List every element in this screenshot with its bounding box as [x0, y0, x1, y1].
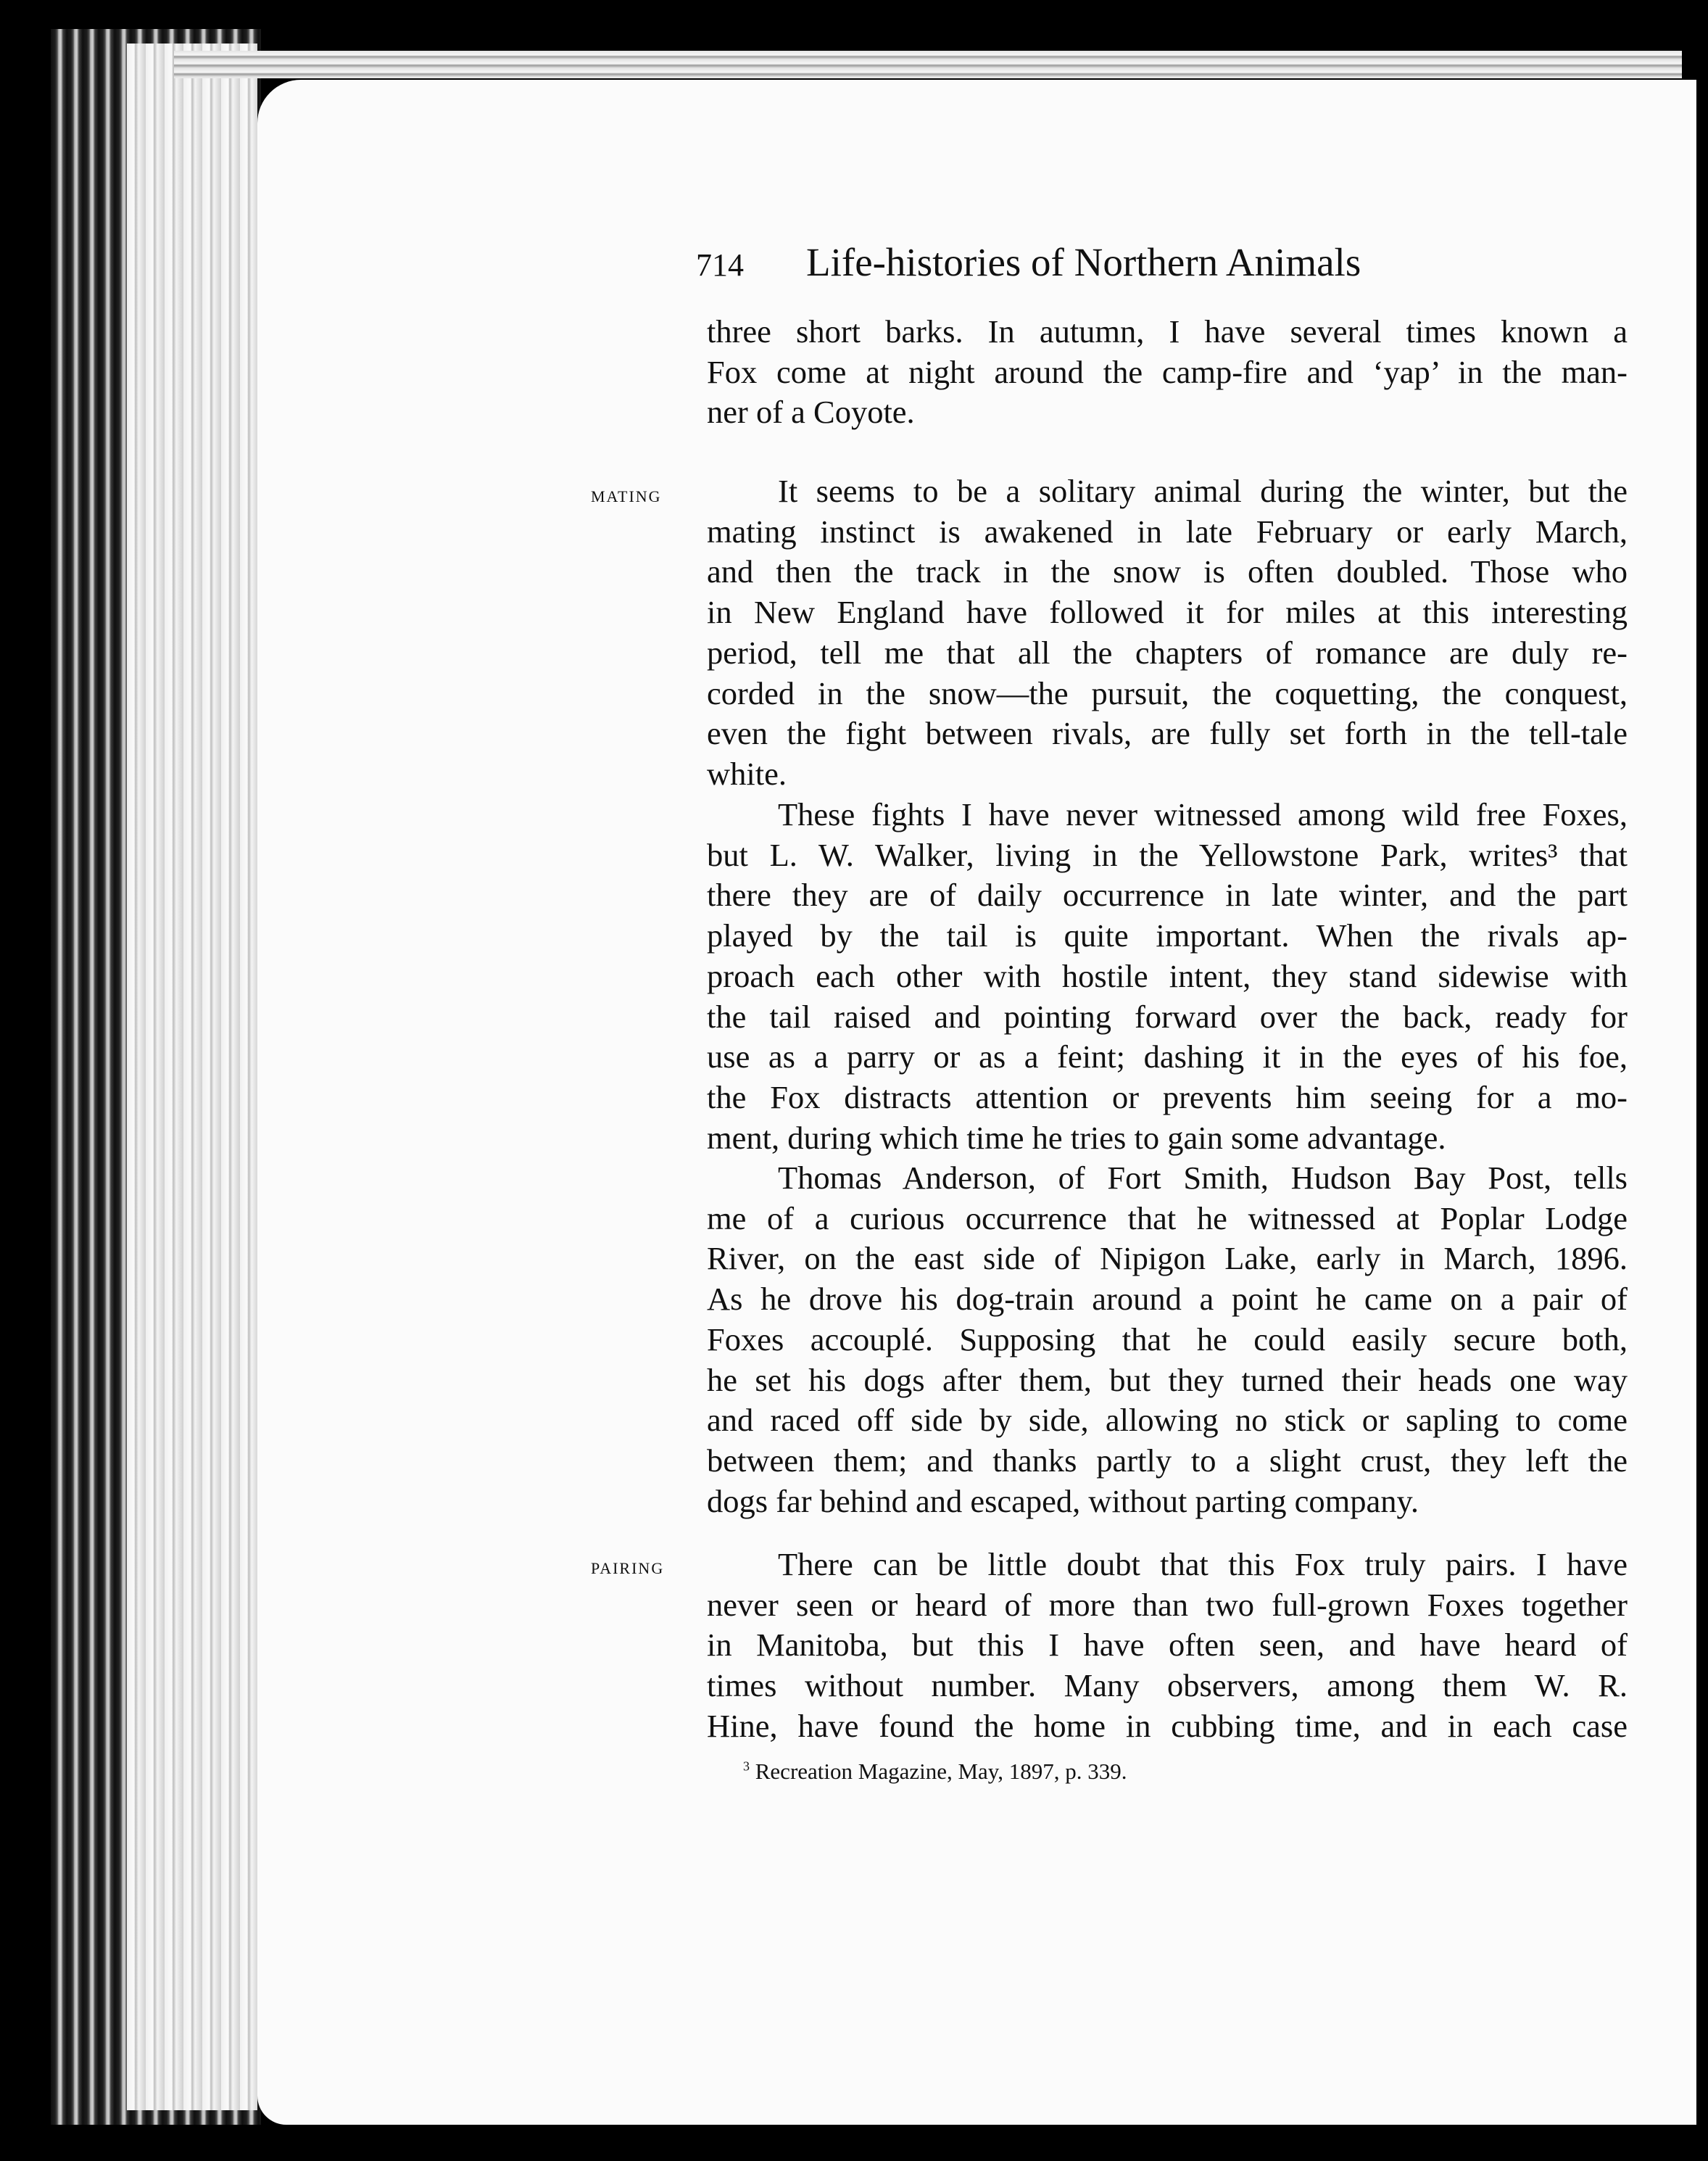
text-line: but L. W. Walker, living in the Yellowstone Park, writes³ that — [707, 836, 1628, 873]
page-top-edges — [174, 51, 1682, 78]
text-line: the Fox distracts attention or prevents him seeing for a mo- — [707, 1078, 1628, 1115]
text-line: played by the tail is quite important. When the rivals ap- — [707, 917, 1628, 954]
text-line: white. — [707, 755, 787, 792]
text-line: and then the track in the snow is often doubled. Those who — [707, 553, 1628, 590]
paragraph-5 — [707, 1545, 1628, 1747]
page-stack-edges — [127, 44, 257, 2110]
page-number: 714 — [696, 247, 744, 283]
text-line: there they are of daily occurrence in late winter, and the part — [707, 877, 1628, 914]
text-line: three short barks. In autumn, I have several times known a — [707, 313, 1628, 350]
text-line: River, on the east side of Nipigon Lake, early in March, 1896. — [707, 1240, 1628, 1277]
text-line: dogs far behind and escaped, without parting company. — [707, 1482, 1419, 1519]
text-line: ner of a Coyote. — [707, 394, 915, 431]
sidenote-pairing: PAIRING — [591, 1559, 665, 1577]
footnote-marker: 3 — [743, 1759, 750, 1774]
text-line: he set his dogs after them, but they turned their heads one way — [707, 1361, 1628, 1398]
text-line: between them; and thanks partly to a slight crust, they left the — [707, 1442, 1628, 1479]
text-line: It seems to be a solitary animal during the winter, but the — [778, 473, 1628, 509]
text-line: times without number. Many observers, among them W. R. — [707, 1667, 1628, 1704]
running-title: Life-histories of Northern Animals — [806, 240, 1361, 284]
paragraph-1 — [707, 312, 1628, 433]
text-line: As he drove his dog-train around a point he came on a pair of — [707, 1281, 1628, 1318]
paragraph-3 — [707, 795, 1628, 1158]
text-line: and raced off side by side, allowing no stick or sapling to come — [707, 1402, 1628, 1439]
text-line: ment, during which time he tries to gain some advantage. — [707, 1119, 1446, 1156]
text-line: in Manitoba, but this I have often seen, and have heard of — [707, 1627, 1628, 1664]
text-line: proach each other with hostile intent, they stand sidewise with — [707, 957, 1628, 994]
text-line: use as a parry or as a feint; dashing it in the eyes of his foe, — [707, 1038, 1628, 1075]
text-line: There can be little doubt that this Fox truly pairs. I have — [778, 1546, 1628, 1582]
paragraph-2 — [707, 471, 1628, 795]
running-head — [696, 239, 1638, 305]
text-line: period, tell me that all the chapters of romance are duly re- — [707, 634, 1628, 671]
text-line: Foxes accouplé. Supposing that he could easily secure both, — [707, 1321, 1628, 1358]
text-line: the tail raised and pointing forward over the back, ready for — [707, 998, 1628, 1035]
footnote-text: Recreation Magazine, May, 1897, p. 339. — [755, 1759, 1127, 1784]
text-line: in New England have followed it for miles at this interesting — [707, 594, 1628, 631]
footnote — [743, 1759, 1127, 1785]
paragraph-4 — [707, 1158, 1628, 1521]
text-line: even the fight between rivals, are fully set forth in the tell-tale — [707, 715, 1628, 752]
text-line: Hine, have found the home in cubbing time, and in each case — [707, 1707, 1628, 1744]
text-line: These fights I have never witnessed among wild free Foxes, — [778, 796, 1628, 832]
sidenote-mating: MATING — [591, 487, 662, 505]
text-line: Thomas Anderson, of Fort Smith, Hudson Bay Post, tells — [778, 1160, 1628, 1196]
text-line: corded in the snow—the pursuit, the coquetting, the conquest, — [707, 674, 1628, 711]
text-line: me of a curious occurrence that he witnessed at Poplar Lodge — [707, 1199, 1628, 1236]
text-line: Fox come at night around the camp-fire and ‘yap’ in the man- — [707, 353, 1628, 390]
text-line: never seen or heard of more than two full-grown Foxes together — [707, 1586, 1628, 1623]
text-line: mating instinct is awakened in late February or early March, — [707, 513, 1628, 550]
